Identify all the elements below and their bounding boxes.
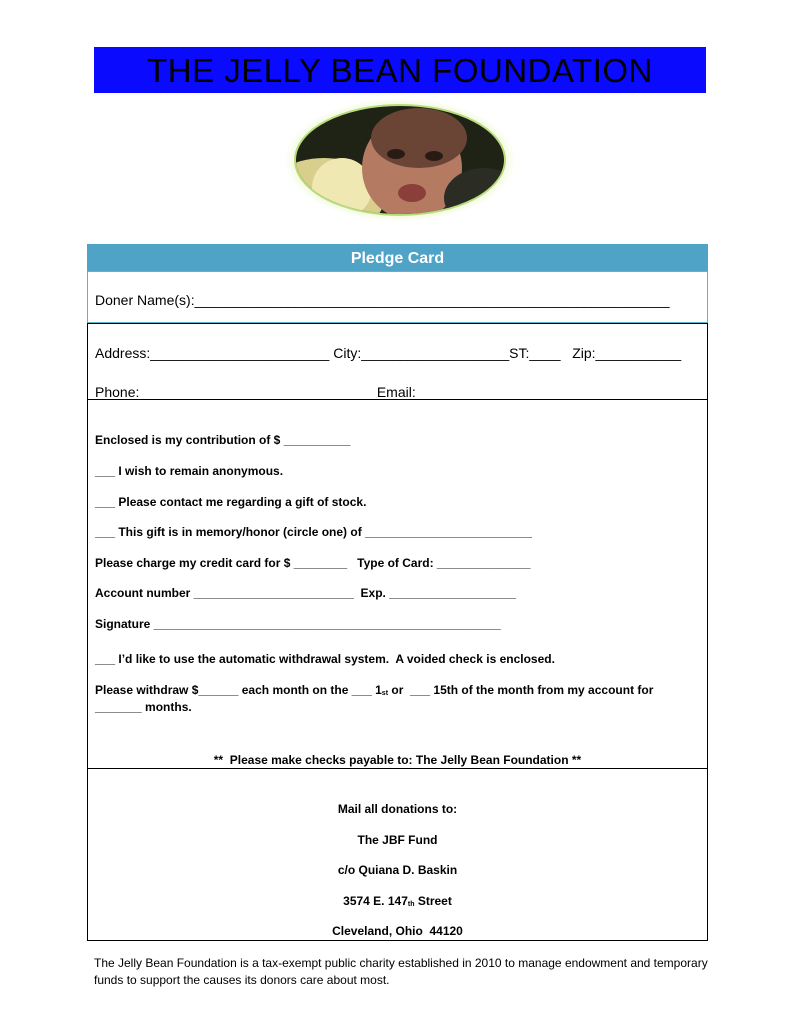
credit-card-field[interactable]: Please charge my credit card for $ ________ Type of Card: ______________	[95, 556, 531, 570]
phone-email-fields[interactable]: Phone: _____________________________ Email:_________________________________	[95, 384, 673, 400]
memory-honor-field[interactable]: ___ This gift is in memory/honor (circle one) of _________________________	[95, 525, 532, 539]
account-number-field[interactable]: Account number ________________________ Exp. ___________________	[95, 586, 516, 600]
mail-care-of: c/o Quiana D. Baskin	[337, 863, 458, 877]
anonymous-option[interactable]: ___ I wish to remain anonymous.	[95, 464, 284, 478]
mail-fund-name: The JBF Fund	[357, 833, 438, 847]
donor-name-field[interactable]: Doner Name(s):_____________________________________________________________	[95, 292, 670, 308]
street-number: 3574 E. 147	[343, 894, 408, 908]
foundation-title-banner: THE JELLY BEAN FOUNDATION	[94, 47, 706, 93]
mail-heading: Mail all donations to:	[337, 802, 458, 816]
pledge-card-title: Pledge Card	[87, 244, 708, 271]
stock-gift-option[interactable]: ___ Please contact me regarding a gift of stock.	[95, 495, 367, 509]
footer-description: The Jelly Bean Foundation is a tax-exempt public charity established in 2010 to manage endowment and temporary funds to support the causes its donors care about most.	[94, 956, 708, 987]
divider	[87, 323, 708, 324]
withdraw-months-field[interactable]: _______ months.	[95, 700, 192, 714]
divider	[87, 399, 708, 400]
baby-photo	[284, 98, 516, 222]
withdraw-amount-field[interactable]	[95, 683, 653, 697]
ordinal-suffix: st	[381, 690, 389, 697]
automatic-withdrawal-option[interactable]: ___ I’d like to use the automatic withdrawal system. A voided check is enclosed.	[95, 652, 555, 666]
signature-field[interactable]: Signature ____________________________________________________	[95, 617, 501, 631]
divider	[87, 768, 708, 769]
withdraw-text: Please withdraw $______ each month on the ___ 1	[95, 683, 382, 697]
address-fields[interactable]: Address:_______________________ City:___________________ST:____ Zip:___________	[95, 345, 682, 361]
street-name: Street	[414, 894, 452, 908]
street-suffix: th	[407, 901, 415, 908]
mail-city: Cleveland, Ohio 44120	[332, 924, 463, 938]
mail-street	[87, 894, 708, 908]
checks-payable-note: ** Please make checks payable to: The Jelly Bean Foundation **	[213, 753, 582, 767]
withdraw-text-cont: or ___ 15th of the month from my account for	[388, 683, 654, 697]
contribution-field[interactable]: Enclosed is my contribution of $ __________	[95, 433, 351, 447]
